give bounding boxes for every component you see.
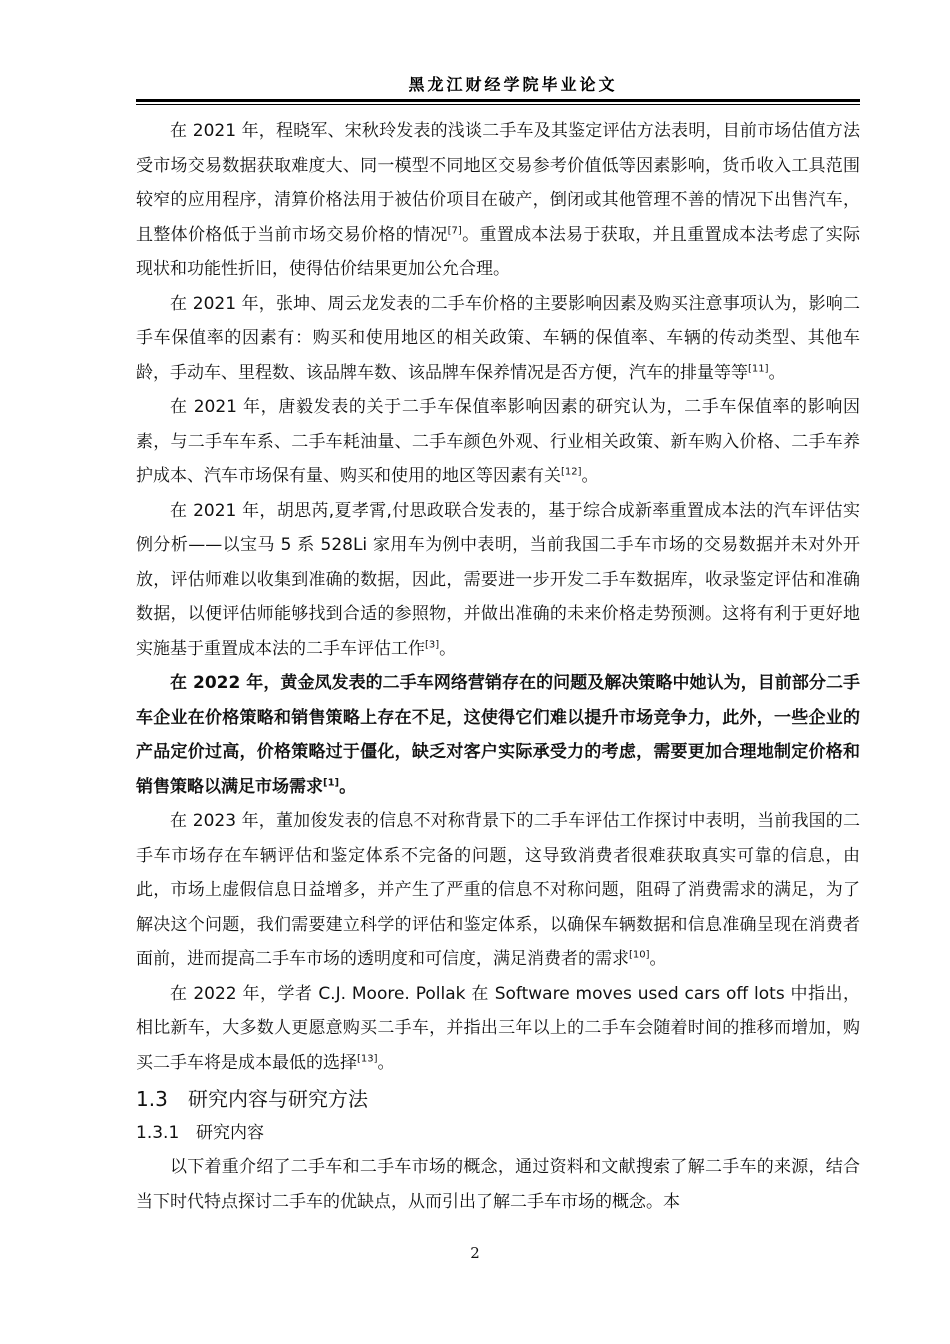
paragraph-research-content: 以下着重介绍了二手车和二手车市场的概念，通过资料和文献搜索了解二手车的来源，结合当下时代特点探讨二手车的优缺点，从而引出了解二手车市场的概念。本 [136,1157,860,1212]
header-rule-thick [136,99,860,102]
page-number: 2 [470,1244,480,1262]
document-header: 黑龙江财经学院毕业论文 [408,75,618,94]
header-rule-thin [136,104,860,105]
citation: [7] [447,224,462,236]
section-number: 1.3 [136,1087,168,1111]
paragraph-huang: 在 2022 年，黄金凤发表的二手车网络营销存在的问题及解决策略中她认为，目前部分二手车企业在价格策略和销售策略上存在不足，这使得它们难以提升市场竞争力，此外，一些企业的产品定价过高，价格策略过于僵化，缺乏对客户实际承受力的考虑，需要更加合理地制定价格和销售策略以满足市场需求[1]。 [136,673,860,797]
section-heading [136,1082,860,1116]
section-title: 研究内容与研究方法 [188,1087,368,1111]
citation: [1] [323,776,340,788]
subsection-heading [136,1116,860,1150]
paragraph-moore: 在 2022 年，学者 C.J. Moore. Pollak 在 Software moves used cars off lots 中指出，相比新车，大多数人更愿意购买二手车，并指出三年以上的二手车会随着时间的推移而增加，购买二手车将是成本最低的选择[13]。 [136,983,860,1073]
paragraph-hu: 在 2021 年，胡思芮,夏孝霄,付思政联合发表的，基于综合成新率重置成本法的汽车评估实例分析——以宝马 5 系 528Li 家用车为例中表明，当前我国二手车市场的交易数据并未对外开放，评估师难以收集到准确的数据，因此，需要进一步开发二手车数据库，收录鉴定评估和准确数据，以便评估师能够找到合适的参照物，并做出准确的未来价格走势预测。这将有利于更好地实施基于重置成本法的二手车评估工作[3]。 [136,500,860,659]
citation: [11] [748,362,769,374]
paragraph-cheng: 在 2021 年，程晓军、宋秋玲发表的浅谈二手车及其鉴定评估方法表明，目前市场估值方法受市场交易数据获取难度大、同一模型不同地区交易参考价值低等因素影响，货币收入工具范围较窄的应用程序，清算价格法用于被估价项目在破产，倒闭或其他管理不善的情况下出售汽车，且整体价格低于当前市场交易价格的情况[7]。重置成本法易于获取，并且重置成本法考虑了实际现状和功能性折旧，使得估价结果更加公允合理。 [136,121,861,279]
paragraph-zhang: 在 2021 年，张坤、周云龙发表的二手车价格的主要影响因素及购买注意事项认为，影响二手车保值率的因素有：购买和使用地区的相关政策、车辆的保值率、车辆的传动类型、其他车龄，手动车、里程数、该品牌车数、该品牌车保养情况是否方便，汽车的排量等等[11]。 [136,293,860,383]
citation: [13] [357,1052,378,1064]
paragraph-tang: 在 2021 年，唐毅发表的关于二手车保值率影响因素的研究认为，二手车保值率的影响因素，与二手车车系、二手车耗油量、二手车颜色外观、行业相关政策、新车购入价格、二手车养护成本、汽车市场保有量、购买和使用的地区等因素有关[12]。 [136,397,860,486]
subsection-title: 研究内容 [196,1123,264,1143]
citation: [10] [629,949,650,961]
citation: [12] [561,466,582,478]
citation: [3] [425,638,440,650]
subsection-number: 1.3.1 [136,1123,180,1143]
paragraph-dong: 在 2023 年，董加俊发表的信息不对称背景下的二手车评估工作探讨中表明，当前我国的二手车市场存在车辆评估和鉴定体系不完备的问题，这导致消费者很难获取真实可靠的信息，由此，市场上虚假信息日益增多，并产生了严重的信息不对称问题，阻碍了消费需求的满足，为了解决这个问题，我们需要建立科学的评估和鉴定体系，以确保车辆数据和信息准确呈现在消费者面前，进而提高二手车市场的透明度和可信度，满足消费者的需求[10]。 [136,811,860,969]
page-body [136,114,860,1219]
